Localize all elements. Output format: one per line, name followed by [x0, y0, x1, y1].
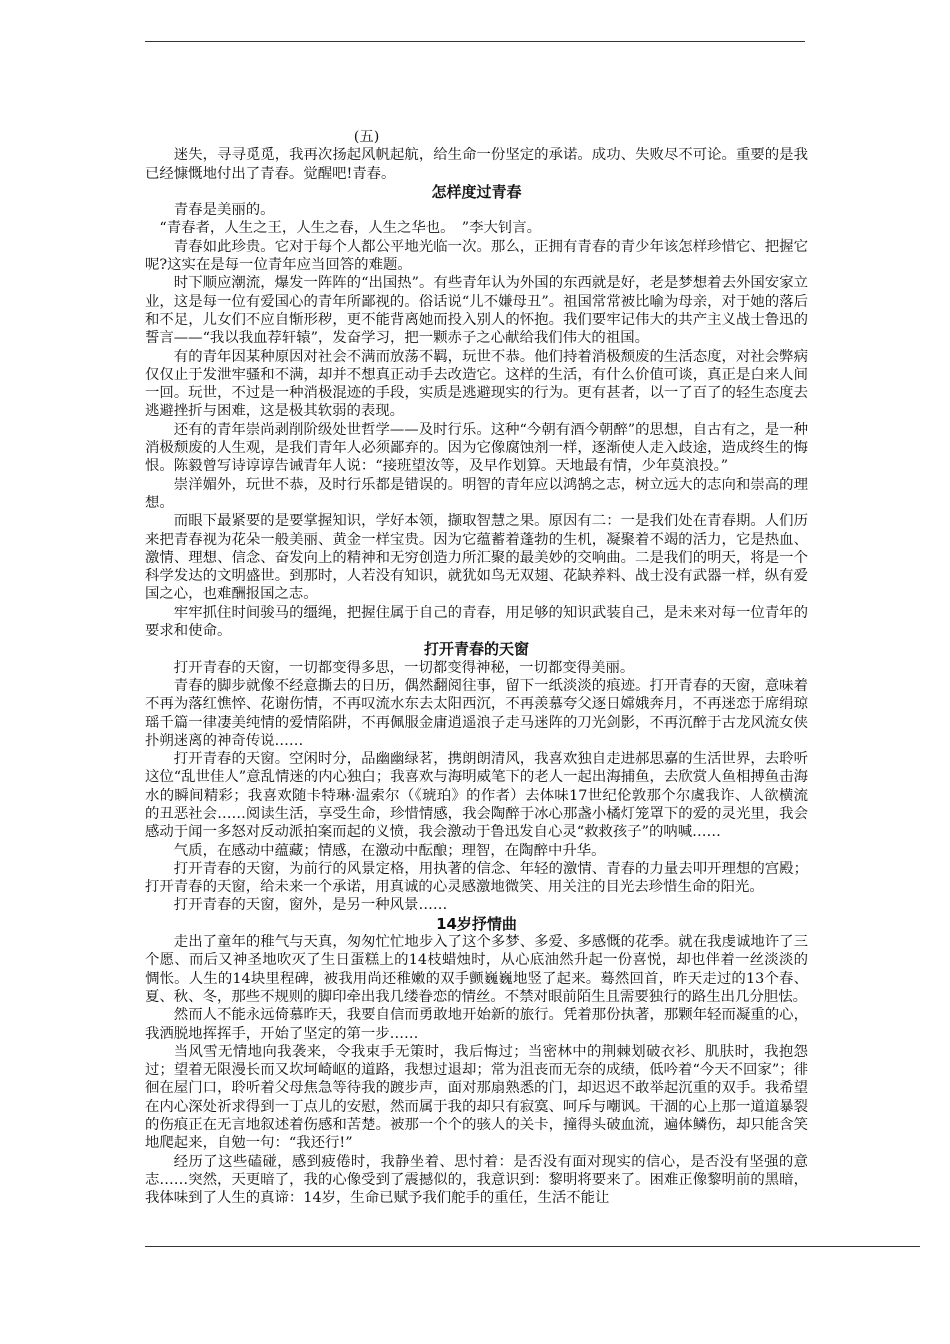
paragraph: 崇洋媚外，玩世不恭，及时行乐都是错误的。明智的青年应以鸿鹄之志，树立远大的志向和崇高的理想。 — [145, 476, 808, 511]
top-rule — [145, 41, 805, 42]
section-how-to-spend-youth — [145, 183, 808, 640]
paragraph: 青春如此珍贵。它对于每个人都公平地光临一次。那么，正拥有青春的青少年该怎样珍惜它、把握它呢?这实在是每一位青年应当回答的难题。 — [145, 238, 808, 274]
paragraph: 打开青春的天窗。空闲时分，品幽幽绿茗，携朗朗清风，我喜欢独自走进郝思嘉的生活世界，去聆听这位“乱世佳人”意乱情迷的内心独白；我喜欢与海明威笔下的老人一起出海捕鱼，去欣赏人鱼相搏鱼击海水的瞬间精彩；我喜欢随卡特琳·温索尔（《琥珀》的作者）去体味17世纪伦敦那个尔虞我诈、人欲横流的丑恶社会……阅读生活，享受生命，珍惜情感，我会陶醉于冰心那盏小橘灯笼罩下的爱的灵光里，我会感动于闻一多怒对反动派拍案而起的义愤，我会激动于鲁迅发自心灵“救救孩子”的呐喊…… — [145, 751, 808, 841]
paragraph: 而眼下最紧要的是要掌握知识，学好本领，撷取智慧之果。原因有二：一是我们处在青春期。人们历来把青春视为花朵一般美丽、黄金一样宝贵。因为它蕴蓄着蓬勃的生机，凝聚着不竭的活力，它是热血、激情、理想、信念、奋发向上的精神和无穷创造力所汇聚的最美妙的交响曲。二是我们的明天，将是一个科学发达的文明盛世。到那时，人若没有知识，就犹如鸟无双翅、花缺养料、战士没有武器一样，纵有爱国之心，也难酬报国之志。 — [145, 513, 808, 603]
section-open-skylight — [145, 640, 808, 914]
section-title: 14岁抒情曲 — [436, 914, 517, 933]
paragraph: 时下顺应潮流，爆发一阵阵的“出国热”。有些青年认为外国的东西就是好，老是梦想着去外国安家立业，这是每一位有爱国心的青年所鄙视的。俗话说“儿不嫌母丑”。祖国常常被比喻为母亲，对于她的落后和不足，儿女们不应自惭形秽，更不能背离她而投入别人的怀抱。我们要牢记伟大的共产主义战士鲁迅的誓言——“我以我血荐轩辕”，发奋学习，把一颗赤子之心献给我们伟大的祖国。 — [145, 275, 808, 347]
paragraph: 打开青春的天窗，一切都变得多思，一切都变得神秘，一切都变得美丽。 — [173, 659, 635, 676]
bottom-rule — [145, 1246, 920, 1247]
paragraph: 打开青春的天窗，窗外，是另一种风景…… — [173, 897, 448, 914]
paragraph: 走出了童年的稚气与天真，匆匆忙忙地步入了这个多梦、多爱、多感慨的花季。就在我虔诚地许了三个愿、而后又神圣地吹灭了生日蛋糕上的14枝蜡烛时，从心底油然升起一份喜悦，却也伴着一丝淡淡的惆怅。人生的14块里程碑，被我用尚还稚嫩的双手颤巍巍地竖了起来。蓦然回首，昨天走过的13个春、夏、秋、冬，那些不规则的脚印牵出我几缕眷恋的情丝。不禁对眼前陌生且需要独行的路生出几分胆怯。 — [145, 934, 808, 1005]
paragraph: 青春的脚步就像不经意撕去的日历，偶然翻阅往事，留下一纸淡淡的痕迹。打开青春的天窗，意味着不再为落红憔悴、花谢伤情，不再叹流水东去太阳西沉，不再羡慕夸父逐日嫦娥奔月，不再迷恋于席绢琼瑶千篇一律凄美纯情的爱情陷阱，不再佩服金庸逍遥浪子走马迷阵的刀光剑影，不再沉醉于古龙风流女侠扑朔迷离的神奇传说…… — [145, 677, 808, 749]
paragraph: 经历了这些磕碰，感到疲倦时，我静坐着、思忖着：是否没有面对现实的信心，是否没有坚强的意志……突然，天更暗了，我的心像受到了震撼似的，我意识到：黎明将要来了。困难正像黎明前的黑暗，我体味到了人生的真谛：14岁，生命已赋予我们舵手的重任，生活不能让 — [145, 1153, 808, 1207]
section-title: 怎样度过青春 — [431, 182, 522, 201]
document-body — [145, 128, 808, 1208]
paragraph: 牢牢抓住时间骏马的缰绳，把握住属于自己的青春，用足够的知识武装自己，是未来对每一位青年的要求和使命。 — [145, 604, 808, 640]
section-title: 打开青春的天窗 — [423, 640, 529, 659]
section-number: (五) — [353, 129, 380, 145]
paragraph: 气质，在感动中蕴藏；情感，在激动中酝酿；理智，在陶醉中升华。 — [173, 842, 606, 859]
section-14-lyric — [145, 915, 808, 1208]
section-five — [145, 128, 808, 183]
paragraph: 然而人不能永远倚慕昨天，我要自信而勇敢地开始新的旅行。凭着那份执著，那颗年轻而凝重的心，我洒脱地挥挥手，开始了坚定的第一步…… — [145, 1007, 808, 1042]
paragraph: 有的青年因某种原因对社会不满而放荡不羁，玩世不恭。他们持着消极颓废的生活态度，对社会弊病仅仅止于发泄牢骚和不满，却并不想真正动手去改造它。这样的生活，有什么价值可谈，真正是白来人间一回。玩世，不过是一种消极混迹的手段，实质是逃避现实的行为。更有甚者，以一了百了的轻生态度去逃避挫折与困难，这是极其软弱的表现。 — [145, 348, 808, 420]
paragraph: 当风雪无情地向我袭来，令我束手无策时，我后悔过；当密林中的荆棘划破衣衫、肌肤时，我抱怨过；望着无限漫长而又坎坷崎岖的道路，我想过退却；常为沮丧而无奈的成绩，低吟着“今天不回家”；徘徊在屋门口，聆听着父母焦急等待我的踱步声，面对那扇熟悉的门，却迟迟不敢举起沉重的双手。我希望在内心深处祈求得到一丁点儿的安慰，然而属于我的却只有寂寞、呵斥与嘲讽。干涸的心上那一道道暴裂的伤痕正在无言地叙述着伤感和苦楚。被那一个个的骇人的关卡，撞得头破血流，遍体鳞伤，却只能含笑地爬起来，自勉一句：“我还行!” — [145, 1043, 808, 1152]
paragraph: 青春是美丽的。 — [173, 202, 275, 219]
paragraph: “青春者，人生之王，人生之春，人生之华也。 ”李大钊言。 — [159, 220, 542, 237]
paragraph: 迷失，寻寻觅觅，我再次扬起风帆起航，给生命一份坚定的承诺。成功、失败尽不可论。重要的是我已经慷慨地付出了青春。觉醒吧!青春。 — [145, 147, 808, 182]
paragraph: 还有的青年崇尚剥削阶级处世哲学——及时行乐。这种“今朝有酒今朝醉”的思想，自古有之，是一种消极颓废的人生观，是我们青年人必须鄙弃的。因为它像腐蚀剂一样，逐渐使人走入歧途，造成终生的悔恨。陈毅曾写诗谆谆告诫青年人说：“接班望汝等，及早作划算。天地最有情，少年莫浪投。” — [145, 421, 808, 475]
paragraph: 打开青春的天窗，为前行的风景定格，用执著的信念、年轻的激情、青春的力量去叩开理想的宫殿；打开青春的天窗，给未来一个承诺，用真诚的心灵感激地微笑、用关注的目光去珍惜生命的阳光。 — [145, 860, 808, 896]
